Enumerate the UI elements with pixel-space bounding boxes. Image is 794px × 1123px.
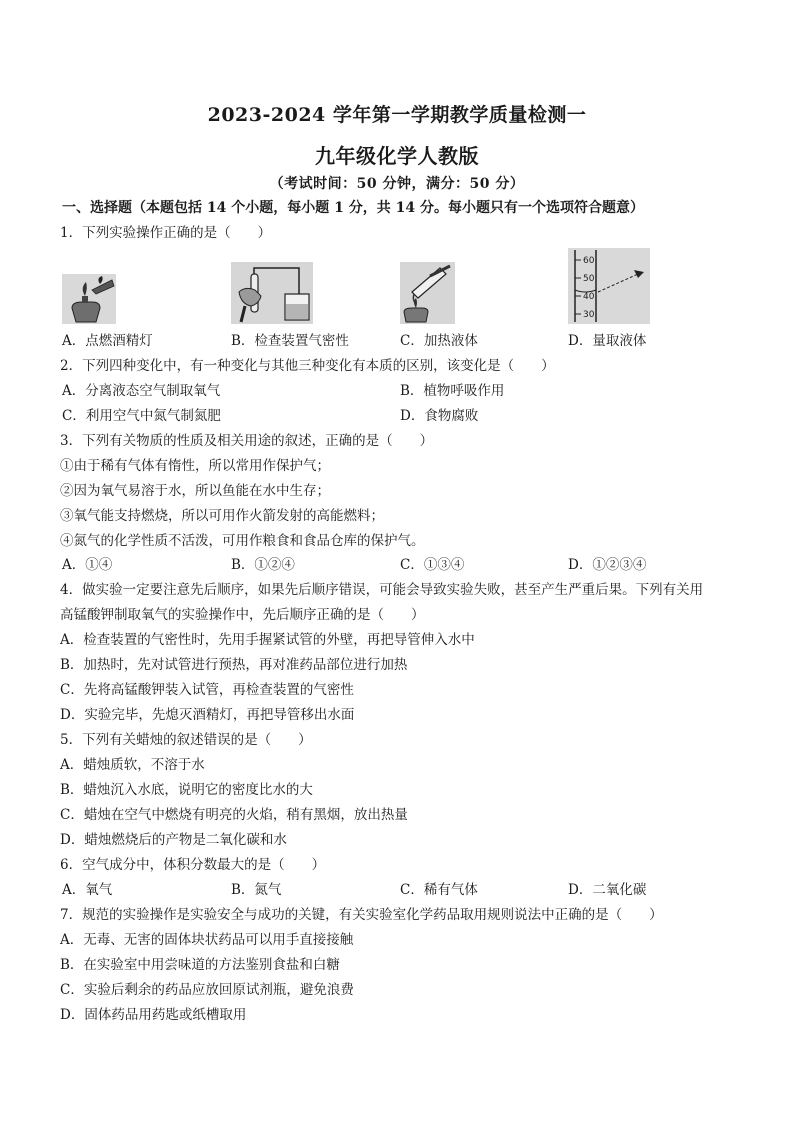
figure-heating-liquid [400, 262, 455, 328]
figure-alcohol-lamp [62, 274, 116, 328]
cylinder-tick-60: 60 [583, 256, 595, 266]
question-6-stem: 6．空气成分中，体积分数最大的是（ ） [60, 857, 326, 873]
exam-title: 2023-2024 学年第一学期教学质量检测一 [207, 104, 587, 126]
q3-statement-2: ②因为氧气易溶于水，所以鱼能在水中生存； [60, 483, 330, 499]
q5-option-a: A．蜡烛质软，不溶于水 [60, 757, 205, 773]
question-2-stem: 2．下列四种变化中，有一种变化与其他三种变化有本质的区别，该变化是（ ） [60, 358, 555, 374]
question-5-stem: 5．下列有关蜡烛的叙述错误的是（ ） [60, 732, 312, 748]
q5-option-d: D．蜡烛燃烧后的产物是二氧化碳和水 [60, 832, 287, 848]
q6-option-c: C．稀有气体 [400, 882, 478, 898]
q4-option-d: D．实验完毕，先熄灭酒精灯，再把导管移出水面 [60, 707, 355, 723]
q4-option-a: A．检查装置的气密性时，先用手握紧试管的外壁，再把导管伸入水中 [60, 632, 475, 648]
q1-option-d: D．量取液体 [568, 333, 647, 349]
exam-subtitle: 九年级化学人教版 [315, 144, 479, 168]
question-3-stem: 3．下列有关物质的性质及相关用途的叙述，正确的是（ ） [60, 433, 434, 449]
q1-option-c: C．加热液体 [400, 333, 478, 349]
q3-option-a: A．①④ [62, 557, 113, 573]
q7-option-b: B．在实验室中用尝味道的方法鉴别食盐和白糖 [60, 957, 340, 973]
question-4-stem-cont: 高锰酸钾制取氧气的实验操作中，先后顺序正确的是（ ） [60, 607, 425, 623]
cylinder-tick-30: 30 [583, 310, 595, 320]
q2-option-c: C．利用空气中氮气制氮肥 [62, 408, 221, 424]
figure-measuring-cylinder [568, 248, 650, 328]
q3-statement-4: ④氮气的化学性质不活泼，可用作粮食和食品仓库的保护气。 [60, 533, 425, 549]
q7-option-c: C．实验后剩余的药品应放回原试剂瓶，避免浪费 [60, 982, 354, 998]
q2-option-d: D．食物腐败 [400, 408, 479, 424]
q2-option-b: B．植物呼吸作用 [400, 383, 505, 399]
q3-option-c: C．①③④ [400, 557, 465, 573]
q4-option-c: C．先将高锰酸钾装入试管，再检查装置的气密性 [60, 682, 354, 698]
q3-statement-3: ③氧气能支持燃烧，所以可用作火箭发射的高能燃料； [60, 508, 384, 524]
q4-option-b: B．加热时，先对试管进行预热，再对准药品部位进行加热 [60, 657, 408, 673]
question-4-stem: 4．做实验一定要注意先后顺序，如果先后顺序错误，可能会导致实验失败，甚至产生严重后果。下列有关用 [60, 582, 704, 598]
cylinder-tick-50: 50 [583, 274, 595, 284]
q5-option-b: B．蜡烛沉入水底，说明它的密度比水的大 [60, 782, 313, 798]
q2-option-a: A．分离液态空气制取氧气 [62, 383, 221, 399]
q3-option-d: D．①②③④ [568, 557, 647, 573]
exam-info: （考试时间：50 分钟，满分：50 分） [269, 176, 525, 192]
figure-airtightness-check [231, 262, 313, 328]
cylinder-tick-40: 40 [583, 292, 595, 302]
q6-option-b: B．氮气 [231, 882, 282, 898]
q3-statement-1: ①由于稀有气体有惰性，所以常用作保护气； [60, 458, 330, 474]
q6-option-d: D．二氧化碳 [568, 882, 647, 898]
question-1-stem: 1．下列实验操作正确的是（ ） [60, 225, 272, 241]
q3-option-b: B．①②④ [231, 557, 295, 573]
q7-option-d: D．固体药品用药匙或纸槽取用 [60, 1007, 247, 1023]
q1-option-b: B．检查装置气密性 [231, 333, 349, 349]
q7-option-a: A．无毒、无害的固体块状药品可以用手直接接触 [60, 932, 354, 948]
q5-option-c: C．蜡烛在空气中燃烧有明亮的火焰，稍有黑烟，放出热量 [60, 807, 408, 823]
q6-option-a: A．氧气 [62, 882, 113, 898]
section-heading: 一、选择题（本题包括 14 个小题，每小题 1 分，共 14 分。每小题只有一个选项符合题意） [62, 200, 644, 216]
question-7-stem: 7．规范的实验操作是实验安全与成功的关键，有关实验室化学药品取用规则说法中正确的是（ ） [60, 907, 663, 923]
q1-option-a: A．点燃酒精灯 [62, 333, 153, 349]
